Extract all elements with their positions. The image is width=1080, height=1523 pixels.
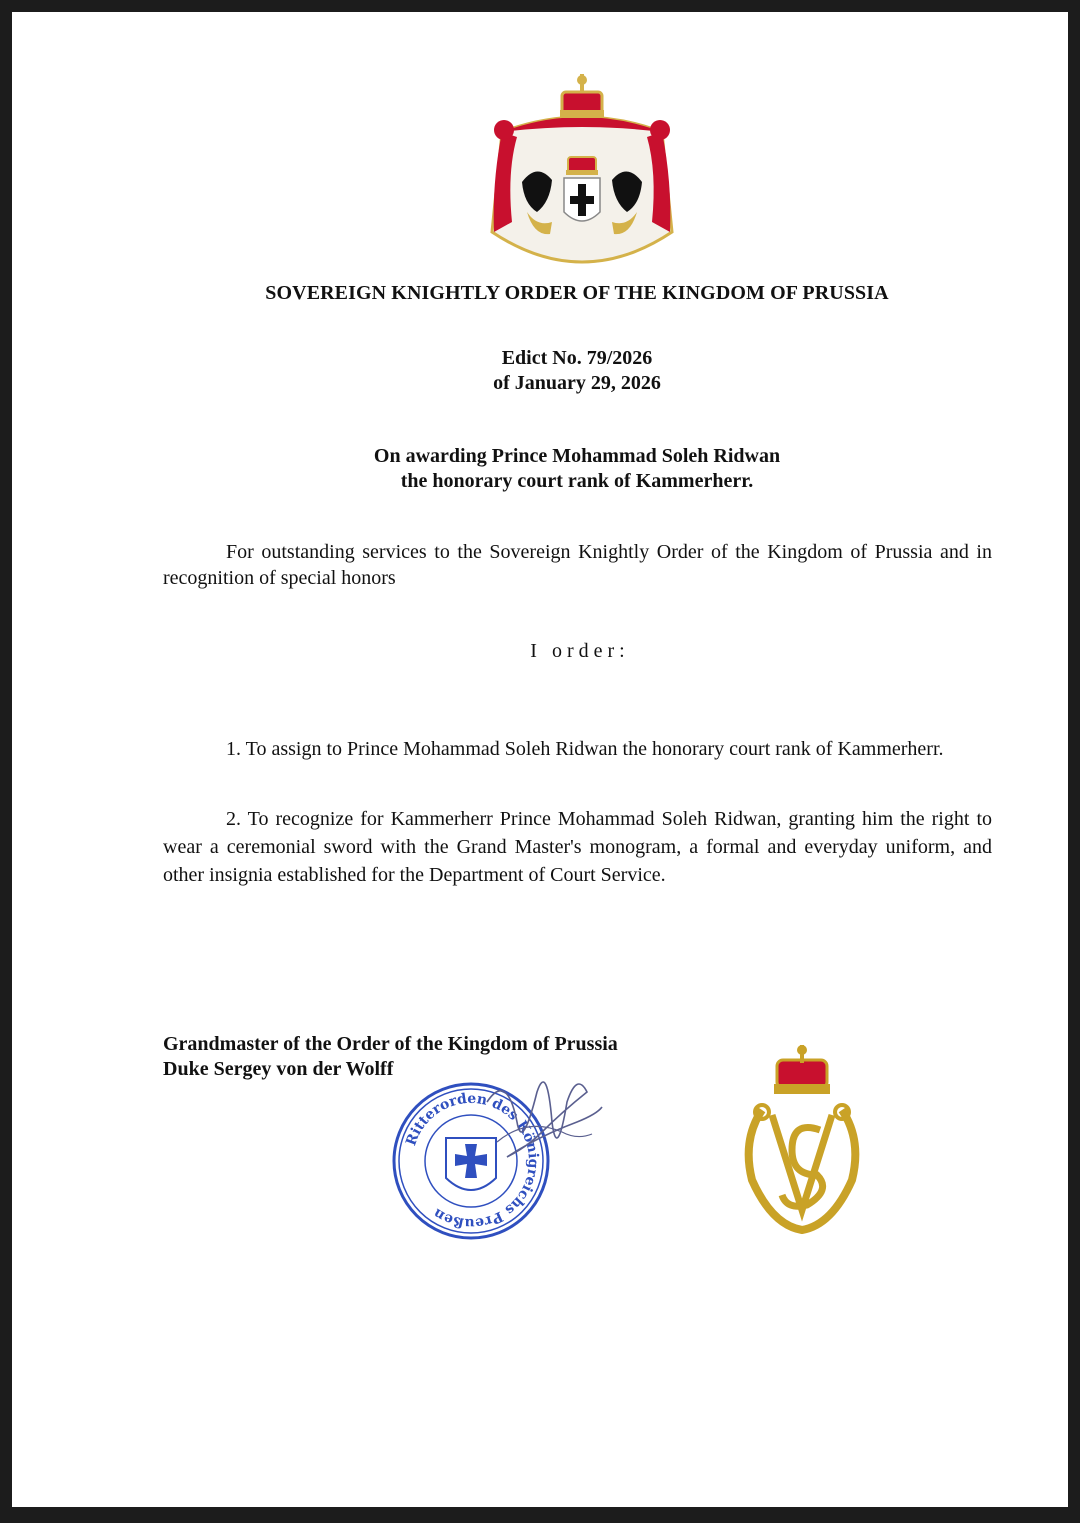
order-heading: I order: [530, 640, 630, 662]
subject-line-1: On awarding Prince Mohammad Soleh Ridwan [373, 445, 781, 467]
edict-date: of January 29, 2026 [493, 372, 661, 394]
signatory-name: Duke Sergey von der Wolff [163, 1058, 394, 1080]
edict-subject [12, 444, 1080, 494]
edict-heading [12, 346, 1080, 396]
handwritten-signature [467, 1062, 607, 1182]
svg-text:Ritterorden des Königreichs Pr: Ritterorden des Königreichs Preußen [403, 1090, 542, 1232]
signatory-title: Grandmaster of the Order of the Kingdom of Prussia [163, 1033, 618, 1055]
order-item-2-text: 2. To recognize for Kammerherr Prince Mohammad Soleh Ridwan, granting him the right to wear a ceremonial sword with the Grand Master's monogram, a formal and everyday uniform, and other insignia established for the Department of Court Service. [163, 808, 992, 886]
subject-line-2: the honorary court rank of Kammerherr. [400, 470, 754, 492]
order-item-2 [163, 805, 992, 889]
order-item-1-text: 1. To assign to Prince Mohammad Soleh Ridwan the honorary court rank of Kammerherr. [226, 738, 944, 760]
document-page [12, 12, 1068, 1507]
intro-paragraph [163, 539, 992, 591]
edict-number: Edict No. 79/2026 [501, 347, 653, 369]
order-title: SOVEREIGN KNIGHTLY ORDER OF THE KINGDOM OF PRUSSIA [265, 282, 889, 304]
order-item-1 [163, 735, 992, 763]
coat-of-arms-emblem [482, 62, 682, 277]
grand-master-monogram [732, 1040, 872, 1240]
intro-text: For outstanding services to the Sovereign Knightly Order of the Kingdom of Prussia and in recognition of special honors [163, 541, 992, 589]
